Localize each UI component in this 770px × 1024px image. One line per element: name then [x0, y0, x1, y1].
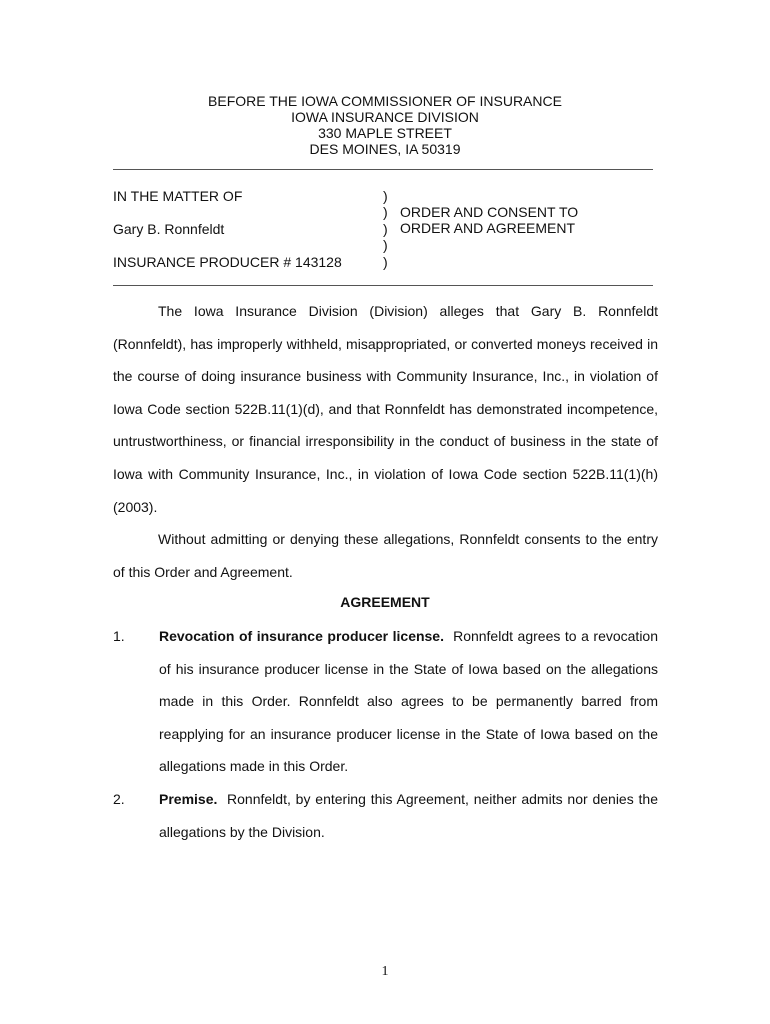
- item-number: 1.: [113, 628, 125, 644]
- caption-title: [400, 204, 578, 236]
- item-number: 2.: [113, 791, 125, 807]
- case-caption: [113, 188, 673, 272]
- caption-name: Gary B. Ronnfeldt: [113, 221, 225, 237]
- caption-matter: IN THE MATTER OF: [113, 188, 243, 204]
- allegation-paragraph: The Iowa Insurance Division (Division) alleges that Gary B. Ronnfeldt (Ronnfeldt), has improperly withheld, misappropriated, or converted moneys received in the course of doing insurance business with Community Insurance, Inc., in violation of Iowa Code section 522B.11(1)(d), and that Ronnfeldt has demonstrated incompetence, untrustworthiness, or financial irresponsibility in the conduct of business in the state of Iowa with Community Insurance, Inc., in violation of Iowa Code section 522B.11(1)(h) (2003).: [113, 303, 658, 515]
- caption-producer: INSURANCE PRODUCER # 143128: [113, 254, 342, 270]
- caption-paren: ): [383, 254, 388, 270]
- caption-paren: ): [383, 204, 388, 220]
- document-header: [0, 93, 770, 157]
- agreement-heading: AGREEMENT: [340, 594, 430, 610]
- item-body: [159, 620, 658, 783]
- item-title: Premise.: [159, 791, 218, 807]
- header-line-city: DES MOINES, IA 50319: [309, 141, 461, 157]
- item-title: Revocation of insurance producer license.: [159, 628, 444, 644]
- caption-paren: ): [383, 221, 388, 237]
- top-divider: [113, 169, 653, 170]
- caption-paren: ): [383, 237, 388, 253]
- page-number: 1: [381, 964, 389, 979]
- caption-title-line2: ORDER AND AGREEMENT: [400, 220, 576, 236]
- bottom-divider: [113, 285, 653, 286]
- header-line-street: 330 MAPLE STREET: [318, 125, 452, 141]
- caption-paren: ): [383, 188, 388, 204]
- header-line-division: IOWA INSURANCE DIVISION: [291, 109, 479, 125]
- header-line-commissioner: BEFORE THE IOWA COMMISSIONER OF INSURANCE: [208, 93, 562, 109]
- item-body: [159, 783, 658, 848]
- caption-title-line1: ORDER AND CONSENT TO: [400, 204, 579, 220]
- consent-paragraph: Without admitting or denying these allegations, Ronnfeldt consents to the entry of this Order and Agreement.: [113, 531, 658, 580]
- item-text: Ronnfeldt, by entering this Agreement, neither admits nor denies the allegations by the Division.: [159, 791, 659, 840]
- item-text: Ronnfeldt agrees to a revocation of his insurance producer license in the State of Iowa based on the allegations made in this Order. Ronnfeldt also agrees to be permanently barred from reapplying for an insurance producer license in the State of Iowa based on the allegations made in this Order.: [159, 628, 659, 775]
